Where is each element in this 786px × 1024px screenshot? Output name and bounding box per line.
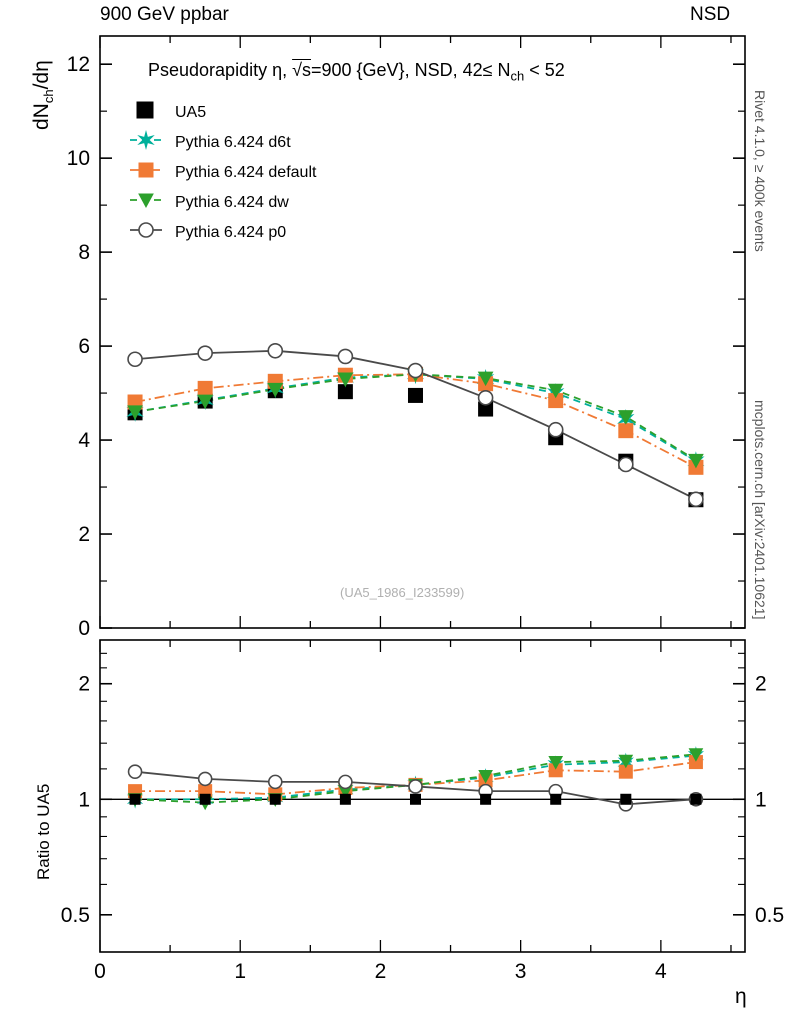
ratio-y-axis-label: Ratio to UA5 (34, 783, 53, 880)
series-marker-ratio-4 (339, 775, 352, 788)
series-marker-ratio-4 (409, 780, 422, 793)
x-tick-label: 0 (94, 960, 106, 983)
ratio-plot-frame (100, 640, 745, 952)
header-left-label: 900 GeV ppbar (100, 4, 229, 25)
legend-item-d6t: Pythia 6.424 d6t (175, 134, 291, 151)
ratio-y-tick-label-right: 0.5 (755, 903, 785, 927)
ua5-ratio-marker (410, 794, 420, 804)
series-marker-ratio-4 (269, 775, 282, 788)
main-y-tick-label: 0 (78, 617, 90, 640)
x-tick-label: 2 (374, 960, 387, 983)
series-marker-main-2 (198, 381, 212, 395)
ratio-y-tick-label-right: 1 (755, 788, 767, 812)
series-marker-main-4 (549, 423, 563, 437)
header-right-label: NSD (690, 4, 731, 25)
main-y-tick-label: 4 (78, 429, 90, 453)
series-marker-main-4 (689, 492, 703, 506)
ua5-ratio-marker (270, 794, 280, 804)
series-marker-main-2 (619, 424, 633, 438)
ratio-y-tick-label: 1 (78, 788, 90, 812)
legend-marker-3 (139, 194, 153, 207)
main-y-axis-label: $dN_{ch}/d\eta$ (30, 60, 57, 130)
main-plot-frame (100, 36, 745, 628)
legend-marker-4 (139, 223, 153, 237)
main-y-tick-label: 2 (78, 523, 90, 547)
series-marker-ratio-4 (199, 772, 212, 785)
ua5-ratio-marker (481, 794, 491, 804)
legend-item-dw: Pythia 6.424 dw (175, 194, 289, 211)
ratio-y-tick-label: 0.5 (60, 903, 90, 927)
ua5-ratio-marker (200, 794, 210, 804)
main-y-tick-label: 10 (66, 147, 90, 171)
main-y-tick-label: 12 (66, 53, 90, 77)
main-y-tick-label: 8 (78, 241, 90, 265)
legend-item-ua5: UA5 (175, 104, 207, 121)
ua5-ratio-marker (621, 794, 631, 804)
legend-marker-1 (139, 132, 153, 148)
chart-title: Pseudorapidity η, √s=900 {GeV}, NSD, $42\le N_{ch} < 52$ (148, 60, 565, 84)
ratio-y-tick-label: 2 (78, 672, 90, 696)
x-tick-label: 1 (234, 960, 247, 983)
ratio-y-tick-label-right: 2 (755, 672, 767, 696)
dataset-watermark: (UA5_1986_I233599) (340, 585, 465, 600)
rivet-version-label: Rivet 4.1.0, ≥ 400k events (752, 90, 768, 252)
series-marker-main-4 (338, 349, 352, 363)
series-marker-ratio-4 (129, 765, 142, 778)
legend-item-p0: Pythia 6.424 p0 (175, 224, 287, 241)
ua5-ratio-marker (130, 794, 140, 804)
series-marker-main-0 (408, 388, 422, 402)
mcplots-reference-label: mcplots.cern.ch [arXiv:2401.10621] (752, 400, 768, 620)
ua5-ratio-marker (551, 794, 561, 804)
x-tick-label: 3 (514, 960, 527, 983)
legend-marker-2 (139, 163, 153, 177)
legend-marker-ua5 (137, 102, 153, 118)
x-axis-label: η (735, 985, 747, 1008)
main-y-tick-label: 6 (78, 335, 90, 359)
series-marker-main-4 (268, 344, 282, 358)
ua5-ratio-marker (340, 794, 350, 804)
ua5-ratio-marker (691, 794, 701, 804)
series-marker-main-4 (128, 352, 142, 366)
series-marker-main-4 (479, 391, 493, 405)
x-tick-label: 4 (655, 960, 667, 983)
series-marker-main-4 (198, 346, 212, 360)
legend-item-default: Pythia 6.424 default (175, 164, 317, 181)
series-marker-main-4 (619, 457, 633, 471)
series-marker-main-4 (408, 364, 422, 378)
